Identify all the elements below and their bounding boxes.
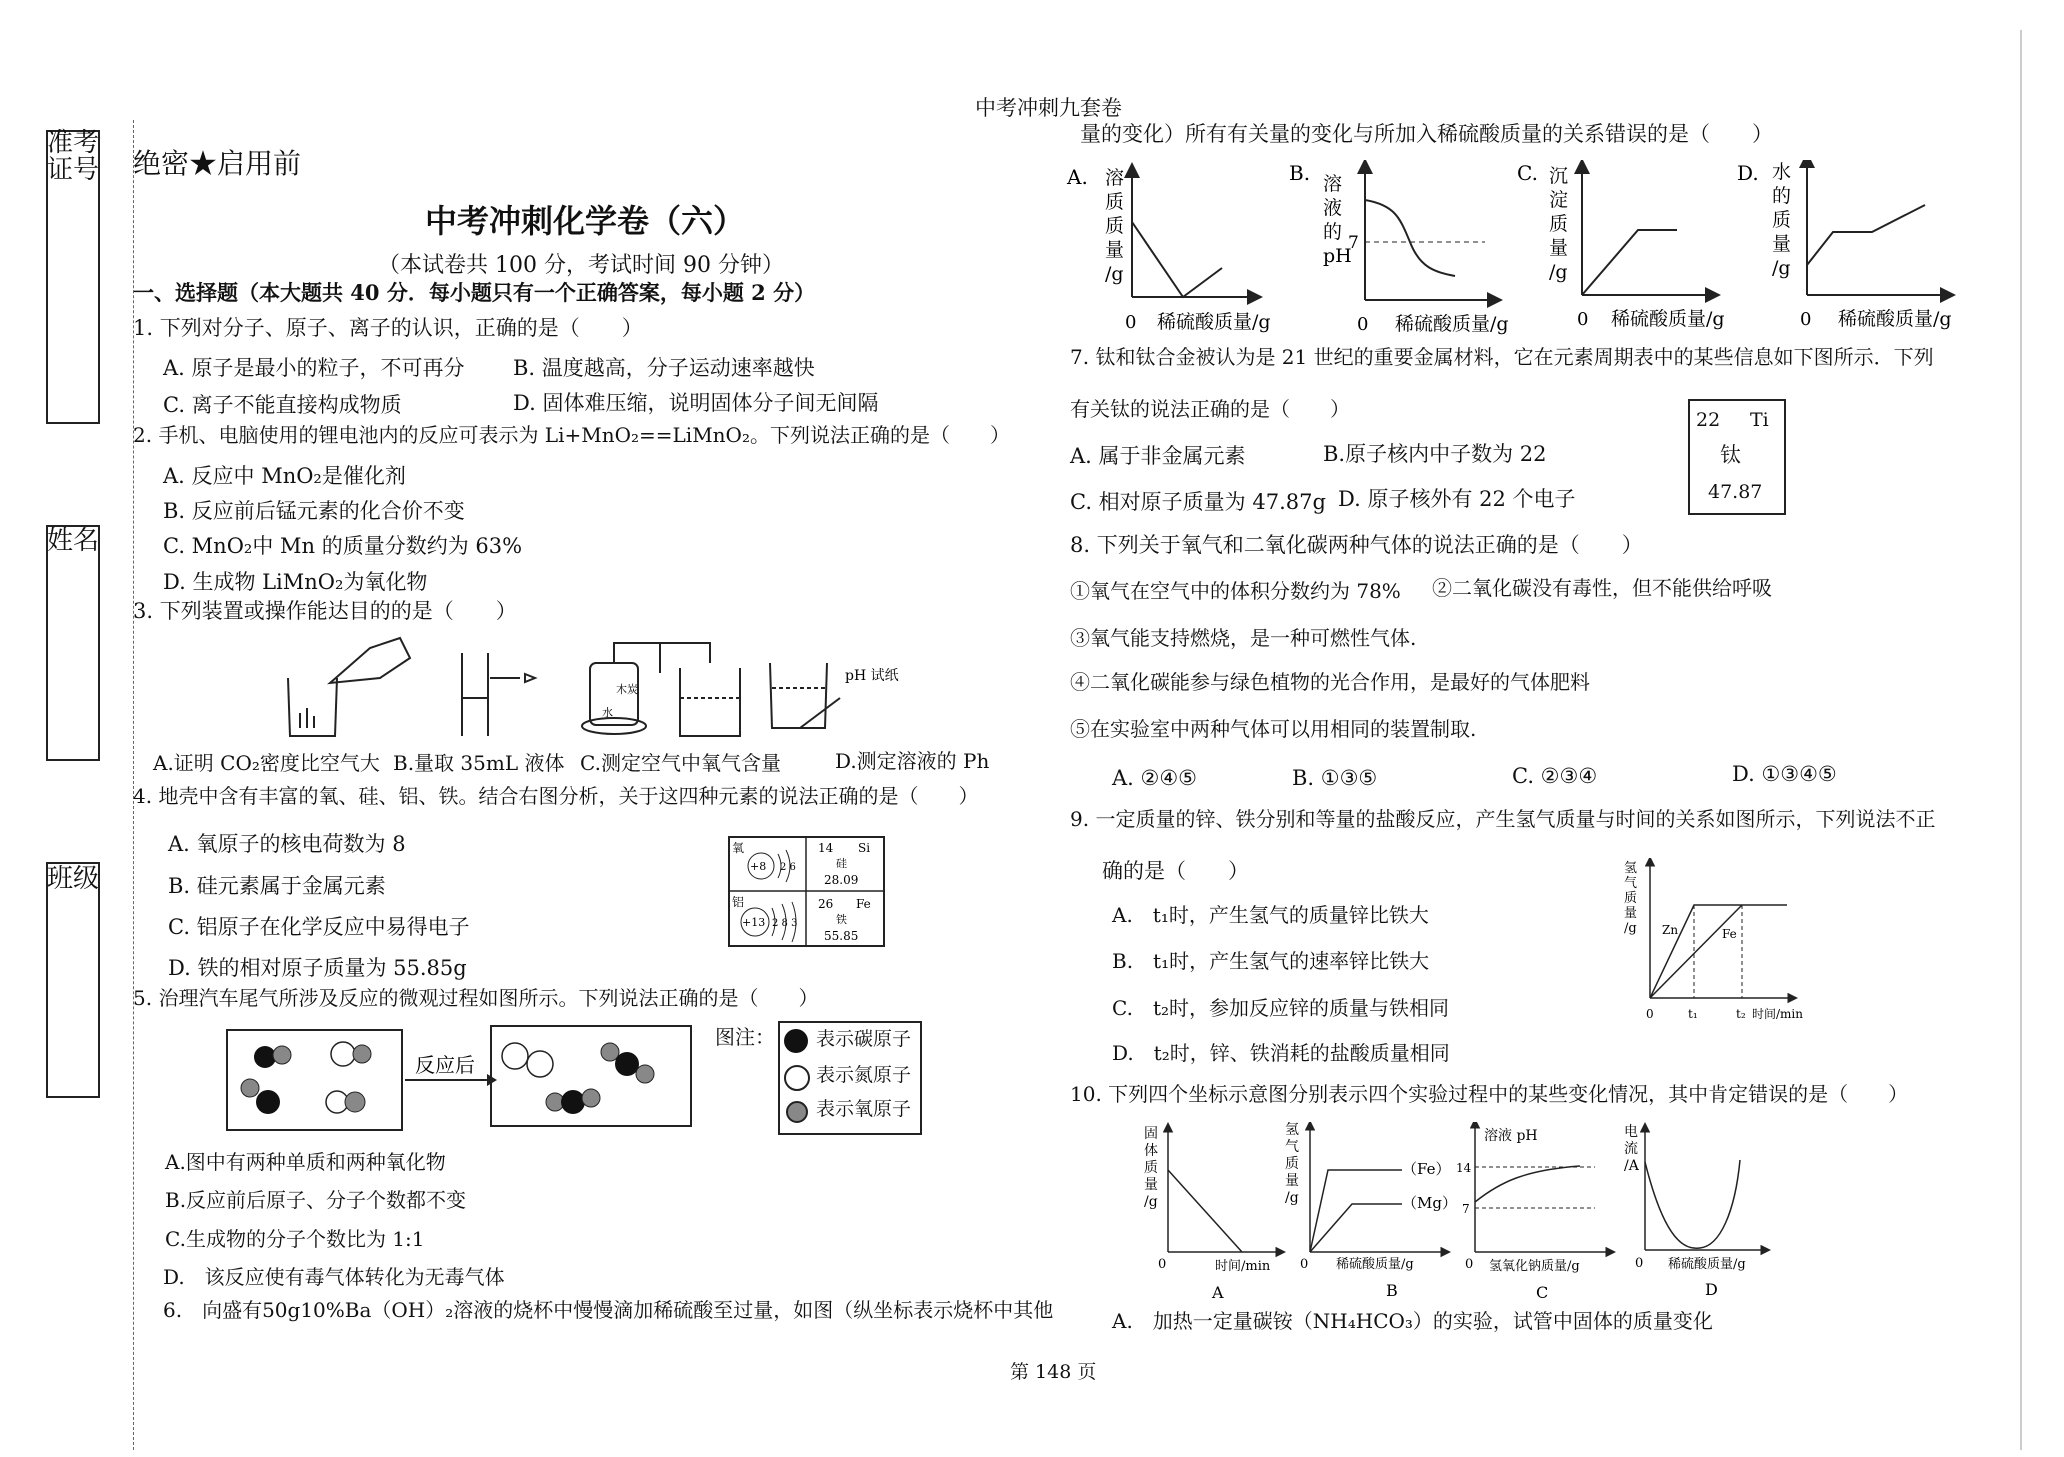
q9-fe: Fe <box>1722 927 1737 941</box>
q7-option-d: D. 原子核外有 22 个电子 <box>1338 487 1576 511</box>
series-header: 中考冲刺九套卷 <box>975 96 1122 120</box>
q8-statement-2: ②二氧化碳没有毒性，但不能供给呼吸 <box>1432 576 1772 600</box>
q1-option-d: D. 固体难压缩，说明固体分子间无间隔 <box>513 391 879 415</box>
q3-option-a: A.证明 CO₂密度比空气大 <box>153 751 380 775</box>
binding-shadow <box>2020 30 2022 1450</box>
q8-stem: 8. 下列关于氧气和二氧化碳两种气体的说法正确的是（ ） <box>1070 533 1643 557</box>
q6-graphs <box>1065 160 1965 340</box>
q4-al-shells: 2 8 3 <box>772 918 798 929</box>
q8-option-c: C. ②③④ <box>1512 764 1598 788</box>
q6-label-a: A. <box>1067 165 1088 189</box>
q6-line-d <box>1807 205 1925 265</box>
q9-xlabel: 时间/min <box>1752 1007 1803 1021</box>
q6-label-d: D. <box>1737 161 1759 185</box>
q10-line-a <box>1168 1170 1242 1252</box>
section-title: 一、选择题（本大题共 40 分．每小题只有一个正确答案，每小题 2 分） <box>133 280 816 305</box>
q10-line-d <box>1645 1160 1740 1248</box>
q9-ylabel: 氢气质量/g <box>1624 861 1638 936</box>
q6-xlabel-c: 稀硫酸质量/g <box>1611 308 1725 330</box>
q10-xa: 时间/min <box>1215 1259 1271 1274</box>
q4-option-b: B. 硅元素属于金属元素 <box>168 874 386 898</box>
q1-option-c: C. 离子不能直接构成物质 <box>163 393 402 417</box>
q3-apparatus <box>280 628 960 748</box>
q4-fe-mass: 55.85 <box>824 929 859 943</box>
q10-origin-c: 0 <box>1465 1257 1474 1272</box>
q9-fe-line <box>1650 905 1742 998</box>
page-number: 第 148 页 <box>1010 1361 1097 1383</box>
q10-fe: （Fe） <box>1402 1160 1451 1178</box>
q10-xb: 稀硫酸质量/g <box>1336 1257 1414 1272</box>
carbon-atom-icon <box>784 1029 808 1053</box>
q4-si-num: 14 <box>818 841 834 855</box>
q10-option-a: A. 加热一定量碳铵（NH₄HCO₃）的实验，试管中固体的质量变化 <box>1112 1309 1713 1333</box>
q9-graph <box>1622 858 1822 1028</box>
q6-xlabel-d: 稀硫酸质量/g <box>1838 308 1952 330</box>
q4-fe-name: 铁 <box>836 913 847 926</box>
q4-si-name: 硅 <box>836 857 847 870</box>
legend-nitrogen: 表示氮原子 <box>816 1064 912 1086</box>
q4-option-a: A. 氧原子的核电荷数为 8 <box>168 832 406 856</box>
q10-origin-a: 0 <box>1158 1257 1167 1272</box>
q1-option-a: A. 原子是最小的粒子，不可再分 <box>163 356 465 380</box>
q10-xc: 氢氧化钠质量/g <box>1489 1259 1580 1274</box>
name-label: 姓名 <box>46 526 99 556</box>
q7-element-card <box>1688 399 1786 515</box>
oxygen-atom-icon <box>786 1101 808 1123</box>
exam-title: 中考冲刺化学卷（六） <box>425 202 746 240</box>
q7-option-a: A. 属于非金属元素 <box>1070 444 1246 468</box>
q6-origin-d: 0 <box>1800 309 1812 330</box>
q6-origin-c: 0 <box>1577 309 1589 330</box>
q10-origin-d: 0 <box>1635 1256 1644 1271</box>
q9-option-d: D. t₂时，锌、铁消耗的盐酸质量相同 <box>1112 1041 1450 1065</box>
q5-arrow-label: 反应后 <box>415 1053 475 1077</box>
q7-stem: 7. 钛和钛合金被认为是 21 世纪的重要金属材料，它在元素周期表中的某些信息如下图所示．下列 <box>1070 345 1934 369</box>
ti-symbol: Ti <box>1750 409 1769 431</box>
q4-si-sym: Si <box>858 841 871 855</box>
q6-line-a <box>1132 222 1222 297</box>
q8-option-b: B. ①③⑤ <box>1292 766 1378 790</box>
q4-o-core: +8 <box>750 860 767 873</box>
q9-zn-line <box>1650 905 1787 998</box>
q3-a-beaker <box>288 638 410 736</box>
q2-option-d: D. 生成物 LiMnO₂为氧化物 <box>163 570 428 594</box>
q1-stem: 1. 下列对分子、原子、离子的认识，正确的是（ ） <box>133 316 643 340</box>
q4-stem: 4. 地壳中含有丰富的氧、硅、铝、铁。结合右图分析，关于这四种元素的说法正确的是（ ） <box>133 784 979 808</box>
class-label: 班级 <box>46 864 99 894</box>
q8-statement-4: ④二氧化碳能参与绿色植物的光合作用，是最好的气体肥料 <box>1070 670 1590 694</box>
q9-origin: 0 <box>1646 1007 1654 1021</box>
q10-yd: 电流/A <box>1624 1124 1639 1174</box>
q10-cap-d: D <box>1705 1280 1718 1299</box>
q6-xlabel-a: 稀硫酸质量/g <box>1157 311 1271 333</box>
q6-ya: 溶质质量/g <box>1105 167 1125 285</box>
q3-charcoal: 木炭 <box>616 683 638 696</box>
ti-mass: 47.87 <box>1708 481 1763 503</box>
q5-option-b: B.反应前后原子、分子个数都不变 <box>165 1188 467 1212</box>
q3-c-apparatus <box>582 643 740 736</box>
exam-subtitle: （本试卷共 100 分，考试时间 90 分钟） <box>378 253 784 278</box>
q2-option-a: A. 反应中 MnO₂是催化剂 <box>163 464 406 488</box>
q10-yc: 溶液 pH <box>1484 1128 1538 1144</box>
q6-line-c <box>1582 230 1677 295</box>
q10-stem: 10. 下列四个坐标示意图分别表示四个实验过程中的某些变化情况，其中肯定错误的是（ ） <box>1070 1082 1909 1106</box>
q10-c7: 7 <box>1462 1202 1470 1216</box>
ti-name: 钛 <box>1720 443 1741 467</box>
q7-stem-cont: 有关钛的说法正确的是（ ） <box>1070 397 1350 421</box>
q4-fe-num: 26 <box>818 897 834 911</box>
q6-yc: 沉淀质量/g <box>1549 165 1569 283</box>
q6-label-b: B. <box>1289 161 1311 185</box>
q9-option-c: C. t₂时，参加反应锌的质量与铁相同 <box>1112 996 1450 1020</box>
q9-option-b: B. t₁时，产生氢气的速率锌比铁大 <box>1112 949 1430 973</box>
q4-al-core: +13 <box>742 916 766 929</box>
q7-option-b: B.原子核内中子数为 22 <box>1323 442 1547 466</box>
q10-c14: 14 <box>1456 1161 1472 1175</box>
q3-option-b: B.量取 35mL 液体 <box>393 751 565 775</box>
secret-mark: 绝密★启用前 <box>133 147 302 180</box>
q9-stem-cont: 确的是（ ） <box>1102 859 1249 883</box>
q4-o-name: 氧 <box>732 841 745 855</box>
legend-carbon: 表示碳原子 <box>816 1028 912 1050</box>
q3-stem: 3. 下列装置或操作能达目的的是（ ） <box>133 599 517 623</box>
q10-cap-c: C <box>1536 1283 1549 1302</box>
q4-o-shells: 2 6 <box>780 862 796 873</box>
q10-xd: 稀硫酸质量/g <box>1668 1257 1746 1272</box>
q10-origin-b: 0 <box>1300 1257 1309 1272</box>
q3-water: 水 <box>602 706 613 719</box>
q6-stem: 6. 向盛有50g10%Ba（OH）₂溶液的烧杯中慢慢滴加稀硫酸至过量，如图（纵坐标表示烧杯中其他 <box>163 1298 1054 1322</box>
q3-ph-label: pH 试纸 <box>845 668 899 684</box>
q6-ph7: 7 <box>1348 233 1359 253</box>
q2-stem: 2. 手机、电脑使用的锂电池内的反应可表示为 Li+MnO₂==LiMnO₂。下列说法正确的是（ ） <box>133 423 1010 447</box>
q3-option-d: D.测定溶液的 Ph <box>835 749 990 773</box>
q9-t2: t₂ <box>1736 1007 1746 1021</box>
q6-yb: 溶液的 pH <box>1323 173 1352 267</box>
q4-option-c: C. 铝原子在化学反应中易得电子 <box>168 915 470 939</box>
nitrogen-atom-icon <box>784 1065 810 1091</box>
q9-stem: 9. 一定质量的锌、铁分别和等量的盐酸反应，产生氢气质量与时间的关系如图所示，下列说法不正 <box>1070 807 1936 831</box>
q8-option-a: A. ②④⑤ <box>1112 766 1197 790</box>
q2-option-c: C. MnO₂中 Mn 的质量分数约为 63% <box>163 534 523 558</box>
q3-d-beaker <box>770 663 840 728</box>
q6-line-b <box>1365 200 1455 276</box>
q10-line-fe <box>1310 1170 1402 1252</box>
q7-option-c: C. 相对原子质量为 47.87g <box>1070 490 1326 514</box>
q8-option-d: D. ①③④⑤ <box>1732 762 1837 786</box>
q10-graphs <box>1140 1122 1780 1307</box>
q5-legend-title: 图注： <box>715 1025 775 1049</box>
q10-cap-a: A <box>1212 1283 1224 1302</box>
q5-stem: 5. 治理汽车尾气所涉及反应的微观过程如图所示。下列说法正确的是（ ） <box>133 986 819 1010</box>
q10-line-c <box>1475 1166 1580 1202</box>
q8-statement-3: ③氧气能支持燃烧，是一种可燃性气体. <box>1070 626 1417 650</box>
q9-option-a: A. t₁时，产生氢气的质量锌比铁大 <box>1112 903 1429 927</box>
q4-si-mass: 28.09 <box>824 873 859 887</box>
q6-stem-cont: 量的变化）所有有关量的变化与所加入稀硫酸质量的关系错误的是（ ） <box>1080 122 1773 146</box>
legend-oxygen: 表示氧原子 <box>816 1098 912 1120</box>
q10-mg: （Mg） <box>1402 1194 1457 1212</box>
q6-origin-a: 0 <box>1125 312 1137 333</box>
exam-id-label: 准考证号 <box>46 128 99 186</box>
q10-ya: 固体质量/g <box>1144 1126 1158 1210</box>
q10-yb: 氢气质量/g <box>1285 1122 1299 1206</box>
q5-option-c: C.生成物的分子个数比为 1:1 <box>165 1227 425 1251</box>
q3-option-c: C.测定空气中氧气含量 <box>580 751 781 775</box>
q10-line-mg <box>1310 1204 1402 1252</box>
q4-al-name: 铝 <box>732 895 745 909</box>
q6-yd: 水的质量/g <box>1772 161 1792 279</box>
q4-option-d: D. 铁的相对原子质量为 55.85g <box>168 956 467 980</box>
q6-label-c: C. <box>1517 161 1538 185</box>
q5-option-d: D. 该反应使有毒气体转化为无毒气体 <box>163 1265 505 1289</box>
ti-number: 22 <box>1696 409 1721 431</box>
q3-b-cylinder <box>462 653 535 736</box>
q6-xlabel-b: 稀硫酸质量/g <box>1395 313 1509 335</box>
q9-zn: Zn <box>1662 923 1679 937</box>
q6-origin-b: 0 <box>1357 314 1369 335</box>
q8-statement-1: ①氧气在空气中的体积分数约为 78% <box>1070 579 1401 603</box>
q4-element-table <box>728 836 886 948</box>
q5-legend <box>778 1021 922 1135</box>
q4-fe-sym: Fe <box>856 897 871 911</box>
q2-option-b: B. 反应前后锰元素的化合价不变 <box>163 499 465 523</box>
q8-statement-5: ⑤在实验室中两种气体可以用相同的装置制取. <box>1070 717 1477 741</box>
q9-t1: t₁ <box>1688 1007 1698 1021</box>
class-box <box>46 862 100 1098</box>
q5-option-a: A.图中有两种单质和两种氧化物 <box>165 1150 446 1174</box>
name-box <box>46 525 100 761</box>
q1-option-b: B. 温度越高，分子运动速率越快 <box>513 356 815 380</box>
q10-cap-b: B <box>1386 1281 1398 1300</box>
